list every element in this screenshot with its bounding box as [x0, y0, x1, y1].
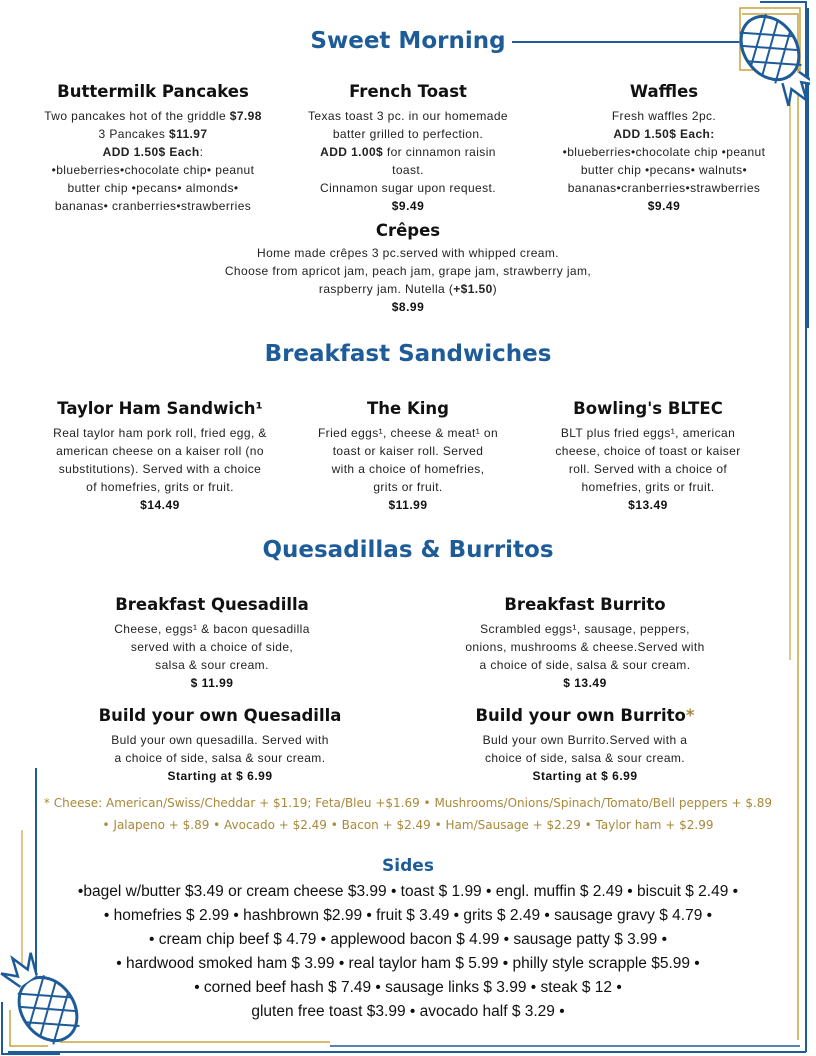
- item-desc: substitutions). Served with a choice: [58, 462, 262, 476]
- item-price: $ 13.49: [563, 676, 607, 690]
- sides-line: • homefries $ 2.99 • hashbrown $2.99 • fruit $ 3.49 • grits $ 2.49 • sausage gravy $ 4.79 •: [103, 907, 713, 924]
- sides-line: •bagel w/butter $3.49 or cream cheese $3.99 • toast $ 1.99 • engl. muffin $ 2.49 • biscuit $ 2.49 •: [77, 883, 739, 900]
- add-on-colon: :: [199, 145, 204, 159]
- item-desc: Cinnamon sugar upon request.: [320, 181, 496, 195]
- sides-list: [0, 880, 816, 1024]
- item-desc: onions, mushrooms & cheese.Served with: [465, 640, 705, 654]
- item-price: $8.99: [391, 300, 425, 314]
- item-desc: Fresh waffles 2pc.: [611, 109, 717, 123]
- item-price: $ 11.99: [190, 676, 234, 690]
- item-title: Buttermilk Pancakes: [57, 82, 249, 101]
- item-desc: served with a choice of side,: [130, 640, 294, 654]
- item-desc: ): [492, 282, 498, 296]
- add-ons-footnote: [10, 792, 806, 836]
- item-price: Starting at $ 6.99: [532, 769, 638, 783]
- item-breakfast-quesadilla: [82, 595, 342, 692]
- item-title: The King: [367, 399, 449, 418]
- item-build-your-own-quesadilla: [82, 706, 358, 785]
- item-desc: Real taylor ham pork roll, fried egg, &: [53, 426, 267, 440]
- item-desc: Fried eggs¹, cheese & meat¹ on: [317, 426, 499, 440]
- item-desc: roll. Served with a choice of: [568, 462, 728, 476]
- item-desc: •blueberries•chocolate chip• peanut: [51, 163, 255, 177]
- item-desc: homefries, grits or fruit.: [581, 480, 715, 494]
- item-title: Taylor Ham Sandwich¹: [57, 399, 263, 418]
- item-desc: Two pancakes hot of the griddle: [44, 109, 230, 123]
- section-title-breakfast-sandwiches: Breakfast Sandwiches: [264, 341, 552, 367]
- item-desc: bananas• cranberries•strawberries: [54, 199, 252, 213]
- item-price: $13.49: [628, 498, 668, 512]
- item-desc: Scrambled eggs¹, sausage, peppers,: [480, 622, 690, 636]
- item-build-your-own-burrito: [450, 706, 720, 785]
- item-title: French Toast: [349, 82, 467, 101]
- add-on-label: ADD 1.50$ Each:: [613, 127, 715, 141]
- item-title: Breakfast Quesadilla: [115, 595, 309, 614]
- item-desc: with a choice of homefries,: [331, 462, 485, 476]
- item-desc: of homefries, grits or fruit.: [86, 480, 234, 494]
- item-taylor-ham-sandwich: [30, 399, 290, 514]
- item-price: $11.97: [169, 127, 208, 141]
- item-breakfast-burrito: [440, 595, 730, 692]
- section-title-sweet-morning: Sweet Morning: [310, 28, 506, 54]
- item-title: Breakfast Burrito: [504, 595, 666, 614]
- add-on-label: ADD 1.00$: [320, 145, 384, 159]
- item-desc: Cheese, eggs¹ & bacon quesadilla: [114, 622, 310, 636]
- sides-line: • corned beef hash $ 7.49 • sausage links $ 3.99 • steak $ 12 •: [194, 979, 622, 996]
- item-desc: for cinnamon raisin: [383, 145, 496, 159]
- item-desc: Home made crêpes 3 pc.served with whipped cream.: [257, 246, 559, 260]
- item-title: Crêpes: [375, 221, 441, 240]
- item-title: Build your own Quesadilla: [98, 706, 342, 725]
- item-desc: toast or kaiser roll. Served: [332, 444, 484, 458]
- item-crepes: [150, 221, 666, 316]
- item-price: +$1.50: [453, 282, 493, 296]
- add-on-label: ADD 1.50$ Each: [102, 145, 200, 159]
- item-bowlings-bltec: [532, 399, 764, 514]
- add-ons-line: * Cheese: American/Swiss/Cheddar + $1.19; Feta/Bleu +$1.69 • Mushrooms/Onions/Spinach/Tomato/Bell peppers + $.89: [43, 796, 773, 810]
- item-desc: grits or fruit.: [373, 480, 443, 494]
- item-desc: salsa & sour cream.: [155, 658, 269, 672]
- item-desc: raspberry jam. Nutella (: [318, 282, 454, 296]
- item-desc: batter grilled to perfection.: [332, 127, 484, 141]
- item-the-king: [298, 399, 518, 514]
- item-desc: BLT plus fried eggs¹, american: [560, 426, 736, 440]
- item-desc: Buld your own quesadilla. Served with: [111, 733, 329, 747]
- section-title-sides: Sides: [382, 856, 434, 876]
- item-desc: Choose from apricot jam, peach jam, grape jam, strawberry jam,: [224, 264, 592, 278]
- item-desc: bananas•cranberries•strawberries: [567, 181, 761, 195]
- item-desc: •blueberries•chocolate chip •peanut: [562, 145, 766, 159]
- item-desc: Buld your own Burrito.Served with a: [482, 733, 688, 747]
- item-desc: Texas toast 3 pc. in our homemade: [308, 109, 508, 123]
- footnote-star: *: [685, 706, 695, 725]
- item-price: $7.98: [229, 109, 262, 123]
- item-desc: butter chip •pecans• almonds•: [67, 181, 239, 195]
- item-title: Waffles: [629, 82, 699, 101]
- add-ons-line: • Jalapeno + $.89 • Avocado + $2.49 • Bacon + $2.49 • Ham/Sausage + $2.29 • Taylor ham + $2.99: [102, 818, 714, 832]
- item-desc: 3 Pancakes: [98, 127, 169, 141]
- item-french-toast: [288, 82, 528, 215]
- item-price: $9.49: [391, 199, 425, 213]
- sides-line: gluten free toast $3.99 • avocado half $ 3.29 •: [251, 1003, 565, 1020]
- item-desc: a choice of side, salsa & sour cream.: [114, 751, 326, 765]
- item-desc: a choice of side, salsa & sour cream.: [479, 658, 691, 672]
- item-title: Build your own Burrito: [475, 706, 686, 725]
- item-desc: choice of side, salsa & sour cream.: [484, 751, 686, 765]
- item-desc: butter chip •pecans• walnuts•: [580, 163, 748, 177]
- item-price: $11.99: [388, 498, 428, 512]
- item-desc: american cheese on a kaiser roll (no: [56, 444, 264, 458]
- item-price: $9.49: [647, 199, 681, 213]
- item-waffles: [544, 82, 784, 215]
- item-desc: cheese, choice of toast or kaiser: [555, 444, 741, 458]
- item-buttermilk-pancakes: [28, 82, 278, 215]
- item-title: Bowling's BLTEC: [573, 399, 723, 418]
- item-price: Starting at $ 6.99: [167, 769, 273, 783]
- sides-line: • hardwood smoked ham $ 3.99 • real taylor ham $ 5.99 • philly style scrapple $5.99 •: [116, 955, 700, 972]
- item-desc: toast.: [392, 163, 424, 177]
- item-price: $14.49: [140, 498, 180, 512]
- section-title-quesadillas-burritos: Quesadillas & Burritos: [262, 537, 554, 563]
- sides-line: • cream chip beef $ 4.79 • applewood bacon $ 4.99 • sausage patty $ 3.99 •: [148, 931, 668, 948]
